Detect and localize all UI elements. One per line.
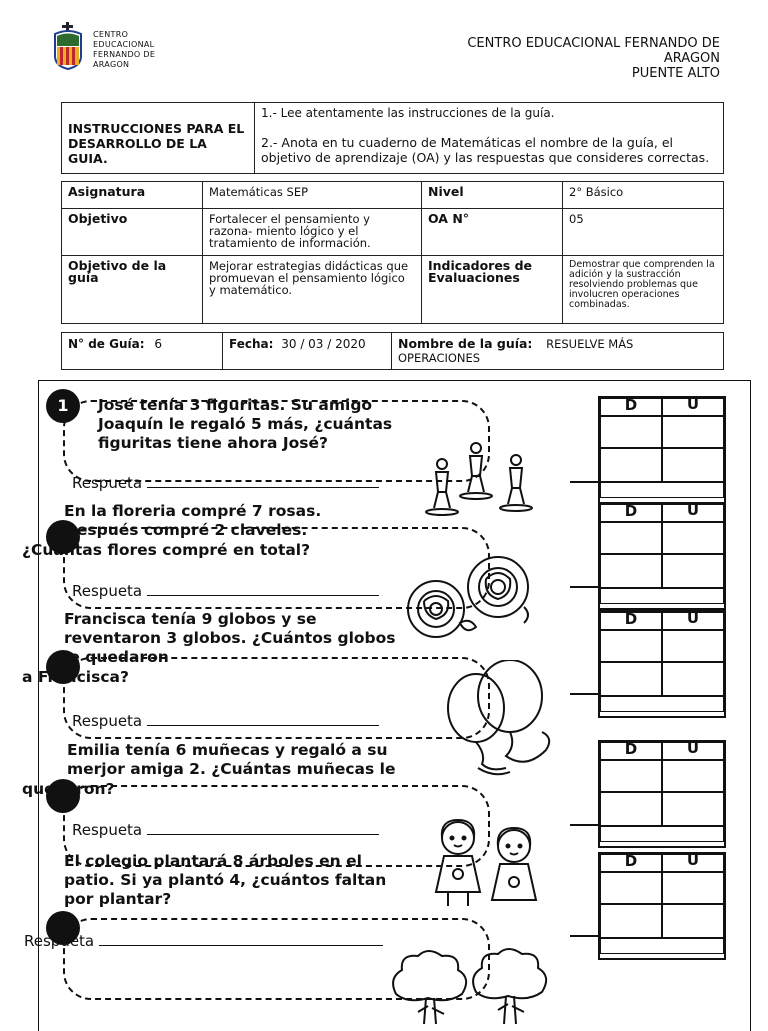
answer-blank-3[interactable] — [147, 711, 379, 726]
objetivo-guia-value: Mejorar estrategias didácticas que promuevan el pensamiento lógico y matemático. — [203, 256, 422, 324]
guide-name-label: Nombre de la guía: — [398, 336, 533, 351]
question-4-text-b: quedaron? — [22, 780, 115, 798]
nivel-value: 2° Básico — [563, 182, 724, 209]
question-3-text-b: a Francisca? — [22, 668, 129, 686]
school-header: CENTRO EDUCACIONAL FERNANDO DE ARAGON PUENTE ALTO — [467, 36, 720, 81]
guide-name: RESUELVE MÁS OPERACIONES — [398, 337, 634, 365]
figurines-icon — [418, 440, 542, 516]
objetivo-label: Objetivo — [62, 209, 203, 256]
place-value-grid-3[interactable]: D U — [598, 610, 726, 718]
oa-label: OA N° — [422, 209, 563, 256]
school-crest-icon — [52, 22, 84, 70]
answer-row-4: Respueta — [72, 820, 379, 839]
guide-number: 6 — [154, 337, 162, 351]
asignatura-label: Asignatura — [62, 182, 203, 209]
place-value-grid-1[interactable]: D U — [598, 396, 726, 504]
question-3-text: Francisca tenía 9 globos y se reventaron 3 globos. ¿Cuántos globos le quedaron — [64, 610, 396, 666]
objetivo-value: Fortalecer el pensamiento y razona- miento lógico y el tratamiento de información. — [203, 209, 422, 256]
place-value-grid-5[interactable]: D U — [598, 852, 726, 960]
connector-line-1 — [570, 481, 600, 483]
answer-blank-1[interactable] — [147, 473, 379, 488]
answer-row-2: Respueta — [72, 581, 379, 600]
answer-row-3: Respueta — [72, 711, 379, 730]
trees-icon — [388, 946, 552, 1024]
girls-icon — [426, 816, 550, 912]
connector-line-5 — [570, 935, 600, 937]
answer-row-1: Respueta — [72, 473, 379, 492]
connector-line-3 — [570, 693, 600, 695]
answer-row-5: Respueta — [24, 931, 383, 950]
logo-text: CENTRO EDUCACIONAL FERNANDO DE ARAGON — [93, 30, 156, 69]
answer-blank-4[interactable] — [147, 820, 379, 835]
question-5-text: El colegio plantará 8 árboles en el patio. Si ya plantó 4, ¿cuántos faltan por plantar? — [64, 852, 387, 908]
place-value-grid-2[interactable]: D U — [598, 502, 726, 610]
place-value-grid-4[interactable]: D U — [598, 740, 726, 848]
flowers-icon — [400, 553, 536, 641]
fecha-value: 30 / 03 / 2020 — [281, 337, 366, 351]
fecha-label: Fecha: — [229, 337, 274, 351]
question-2-text: En la floreria compré 7 rosas. Después compré 2 claveles. — [64, 502, 322, 539]
asignatura-value: Matemáticas SEP — [203, 182, 422, 209]
indicadores-value: Demostrar que comprenden la adición y la sustracción resolviendo problemas que involucren operaciones combinadas. — [563, 256, 724, 324]
info-table — [61, 181, 724, 324]
answer-blank-5[interactable] — [99, 931, 383, 946]
question-4-text: Emilia tenía 6 muñecas y regaló a su merjor amiga 2. ¿Cuántas muñecas le — [67, 741, 396, 778]
question-1-text: José tenía 3 figuritas. Su amigo Joaquín le regaló 5 más, ¿cuántas figuritas tiene ahora José? — [98, 396, 393, 452]
balloons-icon — [446, 660, 560, 780]
oa-value: 05 — [563, 209, 724, 256]
connector-line-2 — [570, 586, 600, 588]
nivel-label: Nivel — [422, 182, 563, 209]
instructions-table — [61, 102, 724, 174]
instructions-label: INSTRUCCIONES PARA EL DESARROLLO DE LA GUIA. — [62, 103, 255, 174]
instructions-body: 1.- Lee atentamente las instrucciones de la guía. 2.- Anota en tu cuaderno de Matemáticas el nombre de la guía, el objetivo de aprendizaje (OA) y las respuestas que consideres correctas. — [261, 106, 710, 165]
guide-number-label: N° de Guía: — [68, 337, 145, 351]
connector-line-4 — [570, 824, 600, 826]
question-number-1: 1 — [46, 389, 80, 423]
guide-info-table — [61, 332, 724, 370]
question-2-text-b: ¿Cuántas flores compré en total? — [22, 541, 311, 559]
indicadores-label: Indicadores de Evaluaciones — [422, 256, 563, 324]
answer-blank-2[interactable] — [147, 581, 379, 596]
objetivo-guia-label: Objetivo de la guía — [62, 256, 203, 324]
